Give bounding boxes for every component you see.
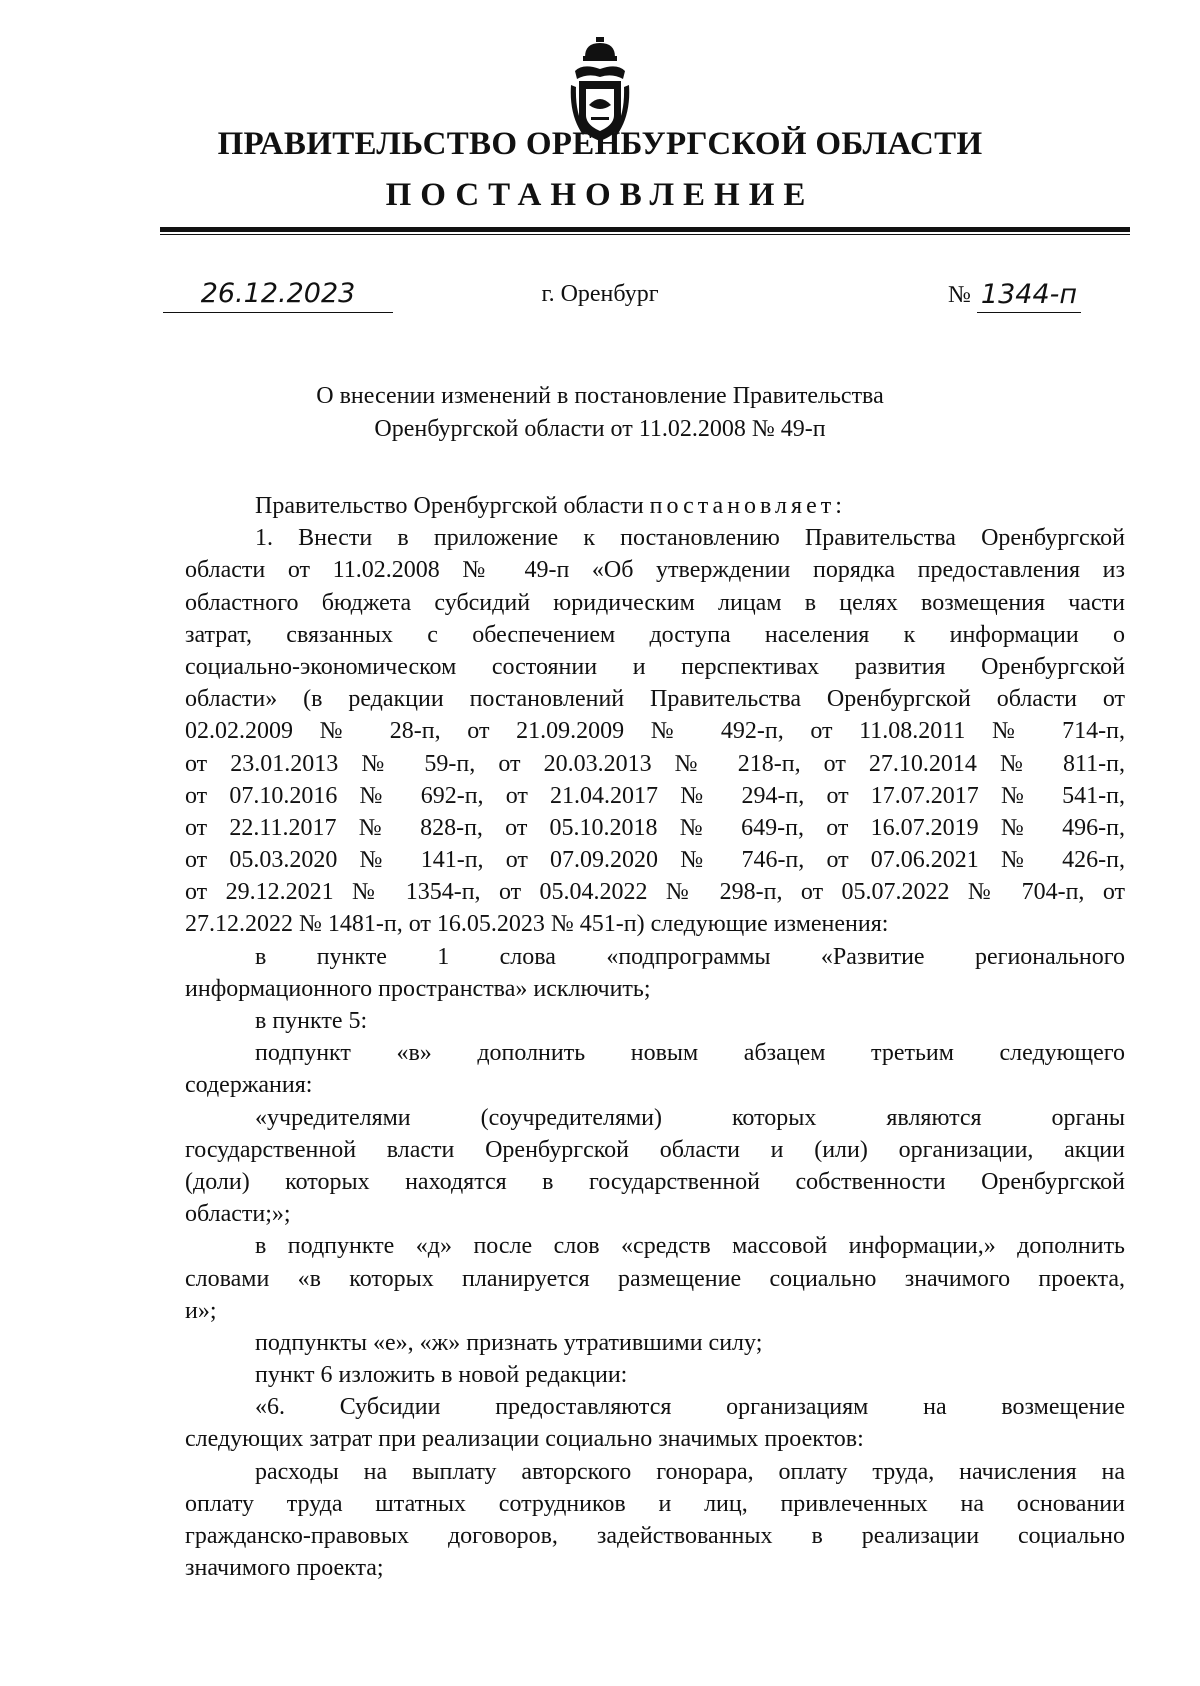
body-line: 27.12.2022 № 1481-п, от 16.05.2023 № 451-п) следующие изменения: [185, 911, 889, 938]
body-line: подпункты «е», «ж» признать утратившими силу; [255, 1329, 763, 1356]
body-line: «6. Субсидии предоставляются организациям на возмещение [255, 1394, 1125, 1421]
body-line: подпункт «в» дополнить новым абзацем третьим следующего [255, 1040, 1125, 1067]
header-rule-thin [160, 234, 1130, 235]
subject-line: О внесении изменений в постановление Правительства [316, 383, 884, 409]
body-line: расходы на выплату авторского гонорара, оплату труда, начисления на [255, 1458, 1125, 1485]
body-line: областного бюджета субсидий юридическим лицам в целях возмещения части [185, 589, 1125, 616]
government-title: ПРАВИТЕЛЬСТВО ОРЕНБУРГСКОЙ ОБЛАСТИ [217, 126, 983, 162]
body-line: оплату труда штатных сотрудников и лиц, привлеченных на основании [185, 1490, 1125, 1517]
body-line: от 05.03.2020 № 141-п, от 07.09.2020 № 746-п, от 07.06.2021 № 426-п, [185, 847, 1125, 874]
number-value: 1344-п [977, 278, 1081, 313]
body-line: области;»; [185, 1201, 291, 1228]
body-line: в подпункте «д» после слов «средств массовой информации,» дополнить [255, 1233, 1125, 1260]
body-line: пункт 6 изложить в новой редакции: [255, 1362, 628, 1389]
number-sign: № [948, 282, 971, 308]
body-line: от 22.11.2017 № 828-п, от 05.10.2018 № 649-п, от 16.07.2019 № 496-п, [185, 814, 1125, 841]
body-line: гражданско-правовых договоров, задействованных в реализации социально [185, 1523, 1125, 1549]
body-line: социально-экономическом состоянии и перспективах развития Оренбургской [185, 653, 1125, 680]
document-type-title: ПОСТАНОВЛЕНИЕ [385, 177, 815, 213]
body-line: в пункте 1 слова «подпрограммы «Развитие регионального [255, 943, 1125, 970]
body-line: в пункте 5: [255, 1008, 368, 1034]
body-line: 1. Внести в приложение к постановлению Правительства Оренбургской [255, 525, 1125, 552]
document-subject [0, 380, 1200, 446]
body-line: государственной власти Оренбургской области и (или) организации, акции [185, 1136, 1125, 1163]
body-line: (доли) которых находятся в государственной собственности Оренбургской [185, 1168, 1125, 1195]
subject-line: Оренбургской области от 11.02.2008 № 49-п [374, 416, 826, 442]
body-line: от 07.10.2016 № 692-п, от 21.04.2017 № 294-п, от 17.07.2017 № 541-п, [185, 782, 1125, 809]
header-rule-thick [160, 227, 1130, 232]
decree-intro [185, 490, 1125, 522]
document-date: 26.12.2023 [163, 277, 393, 313]
body-line: 02.02.2009 № 28-п, от 21.09.2009 № 492-п, от 11.08.2011 № 714-п, [185, 718, 1125, 745]
body-line: области от 11.02.2008 № 49-п «Об утверждении порядка предоставления из [185, 557, 1125, 584]
body-line: и»; [185, 1297, 217, 1324]
body-line: словами «в которых планируется размещение социально значимого проекта, [185, 1265, 1125, 1292]
body-line: «учредителями (соучредителями) которых являются органы [255, 1104, 1125, 1131]
document-body [185, 490, 1125, 1584]
body-line: от 29.12.2021 № 1354-п, от 05.04.2022 № 298-п, от 05.07.2022 № 704-п, от [185, 879, 1125, 906]
body-line: значимого проекта; [185, 1555, 384, 1582]
body-line: следующих затрат при реализации социально значимых проектов: [185, 1426, 864, 1453]
body-line: от 23.01.2013 № 59-п, от 20.03.2013 № 218-п, от 27.10.2014 № 811-п, [185, 750, 1125, 777]
decree-word: постановляет: [649, 493, 846, 519]
body-line: затрат, связанных с обеспечением доступа населения к информации о [185, 621, 1125, 648]
body-line: содержания: [185, 1072, 313, 1099]
document-city: г. Оренбург [541, 281, 659, 307]
body-line: информационного пространства» исключить; [185, 975, 651, 1002]
body-line: области» (в редакции постановлений Правительства Оренбургской области от [185, 686, 1125, 713]
intro-text: Правительство Оренбургской области [255, 493, 644, 519]
document-number [948, 277, 1081, 313]
